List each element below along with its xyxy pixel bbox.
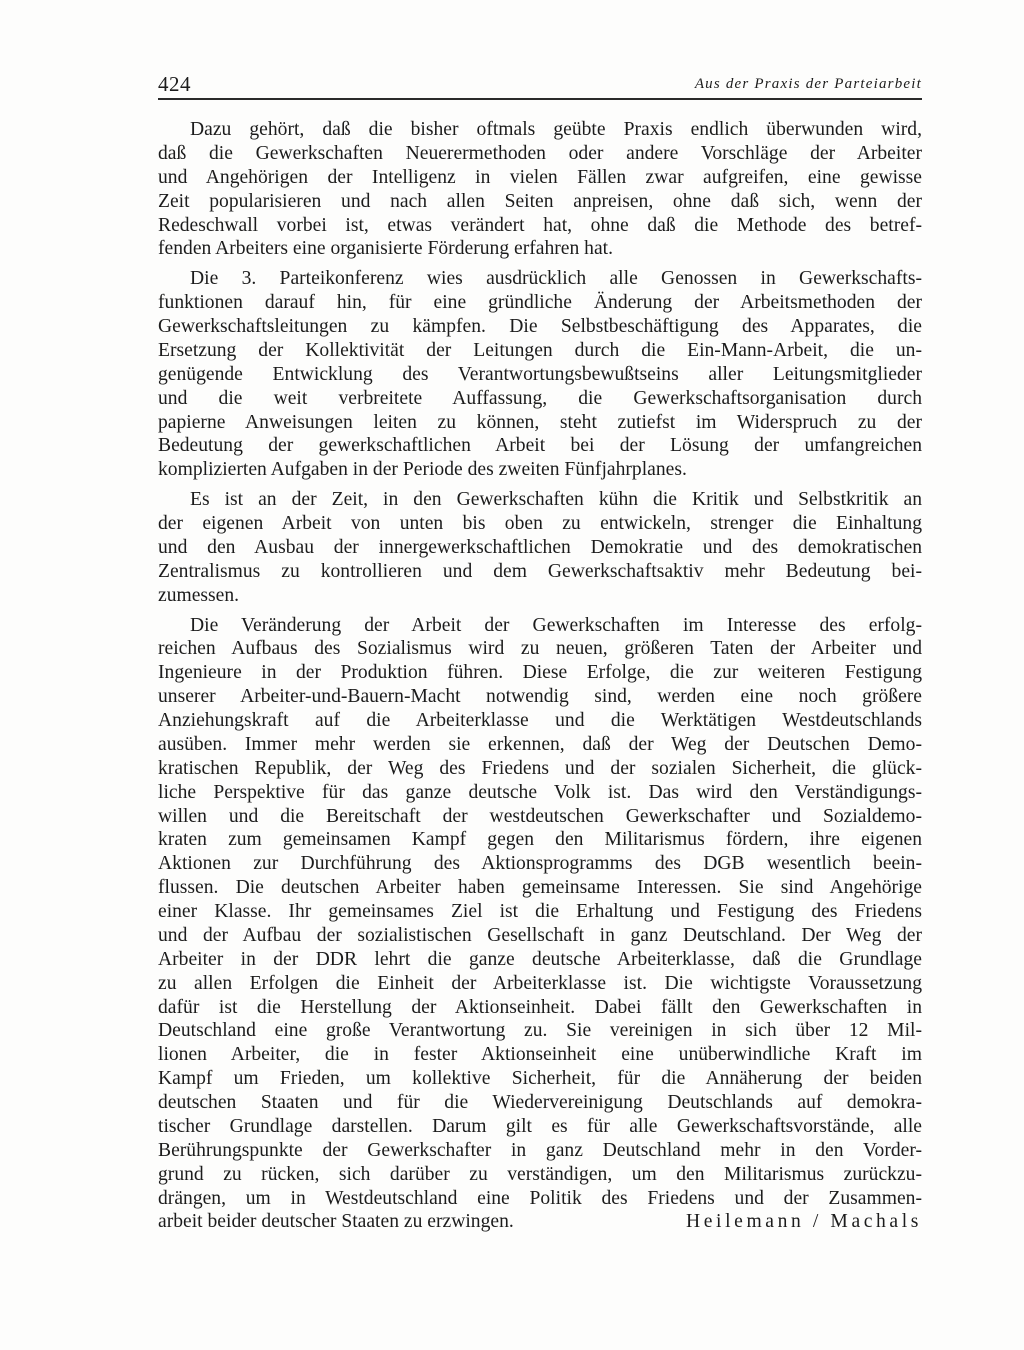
closing-line <box>158 1210 922 1234</box>
text-line: Die Veränderung der Arbeit der Gewerkschaften im Interesse des erfolg- <box>190 614 922 636</box>
text-line: willen und die Bereitschaft der westdeutschen Gewerkschafter und Sozialdemo- <box>158 805 922 827</box>
author-signature: Heilemann / Machals <box>686 1211 922 1233</box>
text-line: der eigenen Arbeit von unten bis oben zu entwickeln, strenger die Einhaltung <box>158 513 922 534</box>
text-line: tischer Grundlage darstellen. Darum gilt es für alle Gewerkschaftsvorstände, alle <box>158 1115 922 1137</box>
text-line: papierne Anweisungen leiten zu können, steht zutiefst im Widerspruch zu der <box>158 411 922 433</box>
closing-text: arbeit beider deutscher Staaten zu erzwingen. <box>158 1211 514 1233</box>
paragraph-container <box>158 118 922 1234</box>
text-line: und die weit verbreitete Auffassung, die Gewerkschaftsorganisation durch <box>158 387 922 409</box>
text-line: Bedeutung der gewerkschaftlichen Arbeit bei der Lösung der umfangreichen <box>158 435 922 457</box>
text-line: daß die Gewerkschaften Neuerermethoden oder andere Vorschläge der Arbeiter <box>158 142 922 164</box>
text-line: Anziehungskraft auf die Arbeiterklasse und die Werktätigen Westdeutschlands <box>158 710 922 731</box>
text-line: lionen Arbeiter, die in fester Aktionseinheit eine unüberwindliche Kraft im <box>158 1044 922 1066</box>
text-line: Gewerkschaftsleitungen zu kämpfen. Die Selbstbeschäftigung des Apparates, die <box>158 316 922 337</box>
paragraph-1 <box>158 118 922 261</box>
text-line: Es ist an der Zeit, in den Gewerkschaften kühn die Kritik und Selbstkritik an <box>190 489 922 511</box>
text-line: deutschen Staaten und für die Wiedervereinigung Deutschlands auf demokra- <box>158 1092 922 1113</box>
text-line: kraten zum gemeinsamen Kampf gegen den Militarismus fördern, ihre eigenen <box>158 829 922 851</box>
text-line: funktionen darauf hin, für eine gründliche Änderung der Arbeitsmethoden der <box>158 292 922 314</box>
text-line: Zeit popularisieren und nach allen Seiten anpreisen, ohne daß sich, wenn der <box>158 190 922 212</box>
text-line: Arbeiter in der DDR lehrt die ganze deutsche Arbeiterklasse, daß die Grundlage <box>158 948 922 970</box>
text-line: dafür ist die Herstellung der Aktionseinheit. Dabei fällt den Gewerkschaften in <box>158 996 922 1018</box>
text-line: drängen, um in Westdeutschland eine Politik des Friedens und der Zusammen- <box>158 1187 922 1209</box>
text-line: Kampf um Frieden, um kollektive Sicherheit, für die Annäherung der beiden <box>158 1068 922 1090</box>
text-line: flussen. Die deutschen Arbeiter haben gemeinsame Interessen. Sie sind Angehörige <box>158 877 922 899</box>
text-line: Ingenieure in der Produktion führen. Diese Erfolge, die zur weiteren Festigung <box>158 662 922 684</box>
text-line: Redeschwall vorbei ist, etwas verändert hat, ohne daß die Methode des betref- <box>158 214 922 236</box>
text-line: und der Aufbau der sozialistischen Gesellschaft in ganz Deutschland. Der Weg der <box>158 924 922 946</box>
running-title: Aus der Praxis der Parteiarbeit <box>694 76 922 92</box>
text-line: Die 3. Parteikonferenz wies ausdrücklich alle Genossen in Gewerkschafts- <box>190 268 922 290</box>
text-line: Berührungspunkte der Gewerkschafter in ganz Deutschland mehr in den Vorder- <box>158 1139 922 1161</box>
text-line: Aktionen zur Durchführung des Aktionsprogramms des DGB wesentlich beein- <box>158 853 922 875</box>
text-line: unserer Arbeiter-und-Bauern-Macht notwendig sind, werden eine noch größere <box>158 686 922 708</box>
article-body <box>158 118 922 1234</box>
text-line: Zentralismus zu kontrollieren und dem Gewerkschaftsaktiv mehr Bedeutung bei- <box>158 560 922 582</box>
text-line: einer Klasse. Ihr gemeinsames Ziel ist die Erhaltung und Festigung des Friedens <box>158 901 922 922</box>
text-line: ausüben. Immer mehr werden sie erkennen, daß der Weg der Deutschen Demo- <box>158 733 922 755</box>
text-line: liche Perspektive für das ganze deutsche Volk ist. Das wird den Verständigungs- <box>158 781 922 803</box>
text-line: zumessen. <box>158 584 240 606</box>
text-line: Deutschland eine große Verantwortung zu. Sie vereinigen in sich über 12 Mil- <box>158 1020 922 1042</box>
paragraph-4 <box>158 614 922 1235</box>
paragraph-2 <box>158 267 922 482</box>
text-line: und den Ausbau der innergewerkschaftlichen Demokratie und des demokratischen <box>158 536 922 558</box>
text-line: genügende Entwicklung des Verantwortungsbewußtseins aller Leitungsmitglieder <box>158 363 922 385</box>
text-line: Ersetzung der Kollektivität der Leitungen durch die Ein-Mann-Arbeit, die un- <box>158 339 922 361</box>
paragraph-3 <box>158 488 922 607</box>
text-line: reichen Aufbaus des Sozialismus wird zu neuen, größeren Taten der Arbeiter und <box>158 638 922 660</box>
text-line: fenden Arbeiters eine organisierte Förderung erfahren hat. <box>158 238 614 260</box>
text-line: zu allen Erfolgen die Einheit der Arbeiterklasse ist. Die wichtigste Voraussetzung <box>158 972 922 994</box>
page-header <box>158 72 922 100</box>
text-line: kratischen Republik, der Weg des Friedens und der sozialen Sicherheit, die glück- <box>158 757 922 779</box>
text-line: komplizierten Aufgaben in der Periode des zweiten Fünfjahrplanes. <box>158 459 687 481</box>
page-number: 424 <box>158 72 191 96</box>
text-line: grund zu rücken, sich darüber zu verständigen, um den Militarismus zurückzu- <box>158 1163 922 1185</box>
text-line: Dazu gehört, daß die bisher oftmals geübte Praxis endlich überwunden wird, <box>190 119 922 140</box>
text-line: und Angehörigen der Intelligenz in vielen Fällen zwar aufgreifen, eine gewisse <box>158 166 922 188</box>
